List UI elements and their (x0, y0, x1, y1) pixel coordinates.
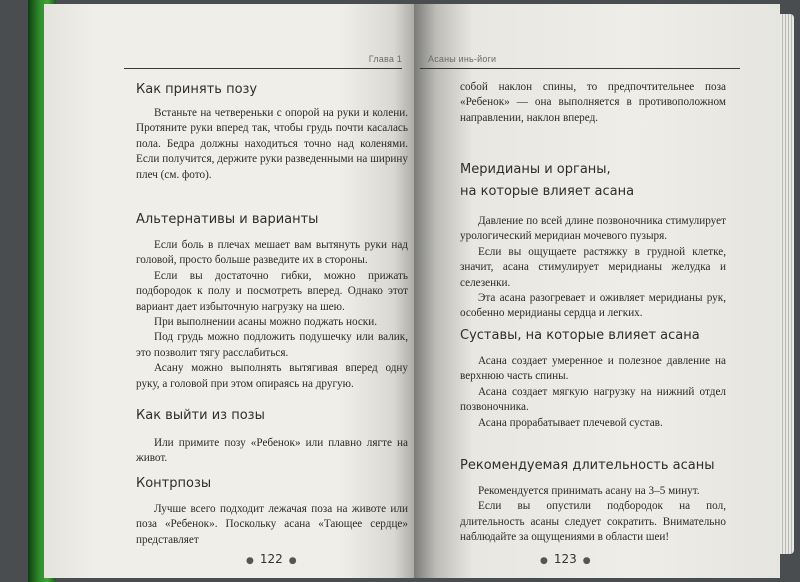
section-heading: Как выйти из позы (136, 408, 265, 423)
section-body (136, 238, 408, 392)
continued-paragraph (460, 80, 726, 126)
paragraph: Если вы ощущаете растяжку в грудной клетке, значит, асана стимулирует меридианы желудка и селезенки. (460, 245, 726, 289)
page-number-right (534, 552, 597, 566)
folio-ornament-icon: ● (246, 556, 254, 566)
section-heading: Рекомендуемая длительность асаны (460, 458, 715, 473)
section-heading-line-2: на которые влияет асана (460, 184, 635, 199)
section-body (136, 436, 408, 467)
left-page (44, 4, 416, 578)
paragraph: Эта асана разогревает и оживляет меридианы рук, особенно меридианы сердца и легких. (460, 292, 726, 320)
section-body (460, 354, 726, 431)
paragraph: Лучше всего подходит лежачая поза на животе или поза «Ребенок». Поскольку асана «Тающее сердце» представляет (136, 503, 408, 546)
right-page (414, 4, 780, 578)
section-heading: Как принять позу (136, 82, 258, 97)
page-number: 123 (553, 552, 577, 566)
section-body (136, 106, 408, 183)
page-number-left (240, 552, 303, 566)
paragraph: Асану можно выполнять вытягивая вперед одну руку, а головой при этом опираясь на другую. (136, 362, 408, 390)
section-heading: Суставы, на которые влияет асана (460, 328, 700, 343)
paragraph: Асана создает мягкую нагрузку на нижний отдел позвоночника. (460, 385, 726, 414)
open-book (44, 4, 792, 578)
running-head-left: Глава 1 (368, 54, 402, 64)
section-body (460, 484, 726, 546)
paragraph: Встаньте на четвереньки с опорой на руки и колени. Протяните руки вперед так, чтобы грудь почти касалась пола. Бедра должны находиться точно над коленями. Если получится, держите руки разведенными на ширину плеч (см. фото). (136, 107, 408, 181)
paragraph: Асана создает умеренное и полезное давление на верхнюю часть спины. (460, 355, 726, 383)
header-rule-left (124, 68, 402, 69)
section-heading: Меридианы и органы, (460, 162, 611, 177)
section-body (136, 502, 408, 548)
page-number: 122 (259, 552, 283, 566)
page-edges (780, 14, 794, 554)
section-heading: Альтернативы и варианты (136, 212, 319, 227)
paragraph: Если вы опустили подбородок на пол, длительность асаны следует сократить. Внимательно наблюдайте за ощущениями в области шеи! (460, 500, 726, 544)
paragraph: Если вы достаточно гибки, можно прижать подбородок к полу и посмотреть вперед. Однако этот вариант дает избыточную нагрузку на шею. (136, 269, 408, 313)
header-rule-right (420, 68, 740, 69)
folio-ornament-icon: ● (582, 556, 591, 566)
paragraph: Давление по всей длине позвоночника стимулирует урологический меридиан мочевого пузыря. (460, 215, 726, 243)
section-heading: Контрпозы (136, 476, 212, 491)
paragraph: Асана прорабатывает плечевой сустав. (478, 416, 663, 429)
paragraph: Рекомендуется принимать асану на 3–5 минут. (478, 485, 700, 497)
folio-ornament-icon: ● (540, 556, 548, 566)
paragraph: Если боль в плечах мешает вам вытянуть руки над головой, просто больше разведите их в стороны. (136, 239, 408, 267)
folio-ornament-icon: ● (288, 556, 297, 566)
paragraph: Под грудь можно подложить подушечку или валик, это позволит тягу расслабиться. (136, 331, 408, 359)
paragraph: При выполнении асаны можно поджать носки. (154, 316, 378, 329)
running-head-right: Асаны инь-йоги (428, 54, 497, 64)
paragraph: собой наклон спины, то предпочтительнее поза «Ребенок» — она выполняется в противоположном направлении, наклон вперед. (460, 81, 726, 124)
paragraph: Или примите позу «Ребенок» или плавно лягте на живот. (136, 437, 408, 465)
section-body (460, 214, 726, 322)
